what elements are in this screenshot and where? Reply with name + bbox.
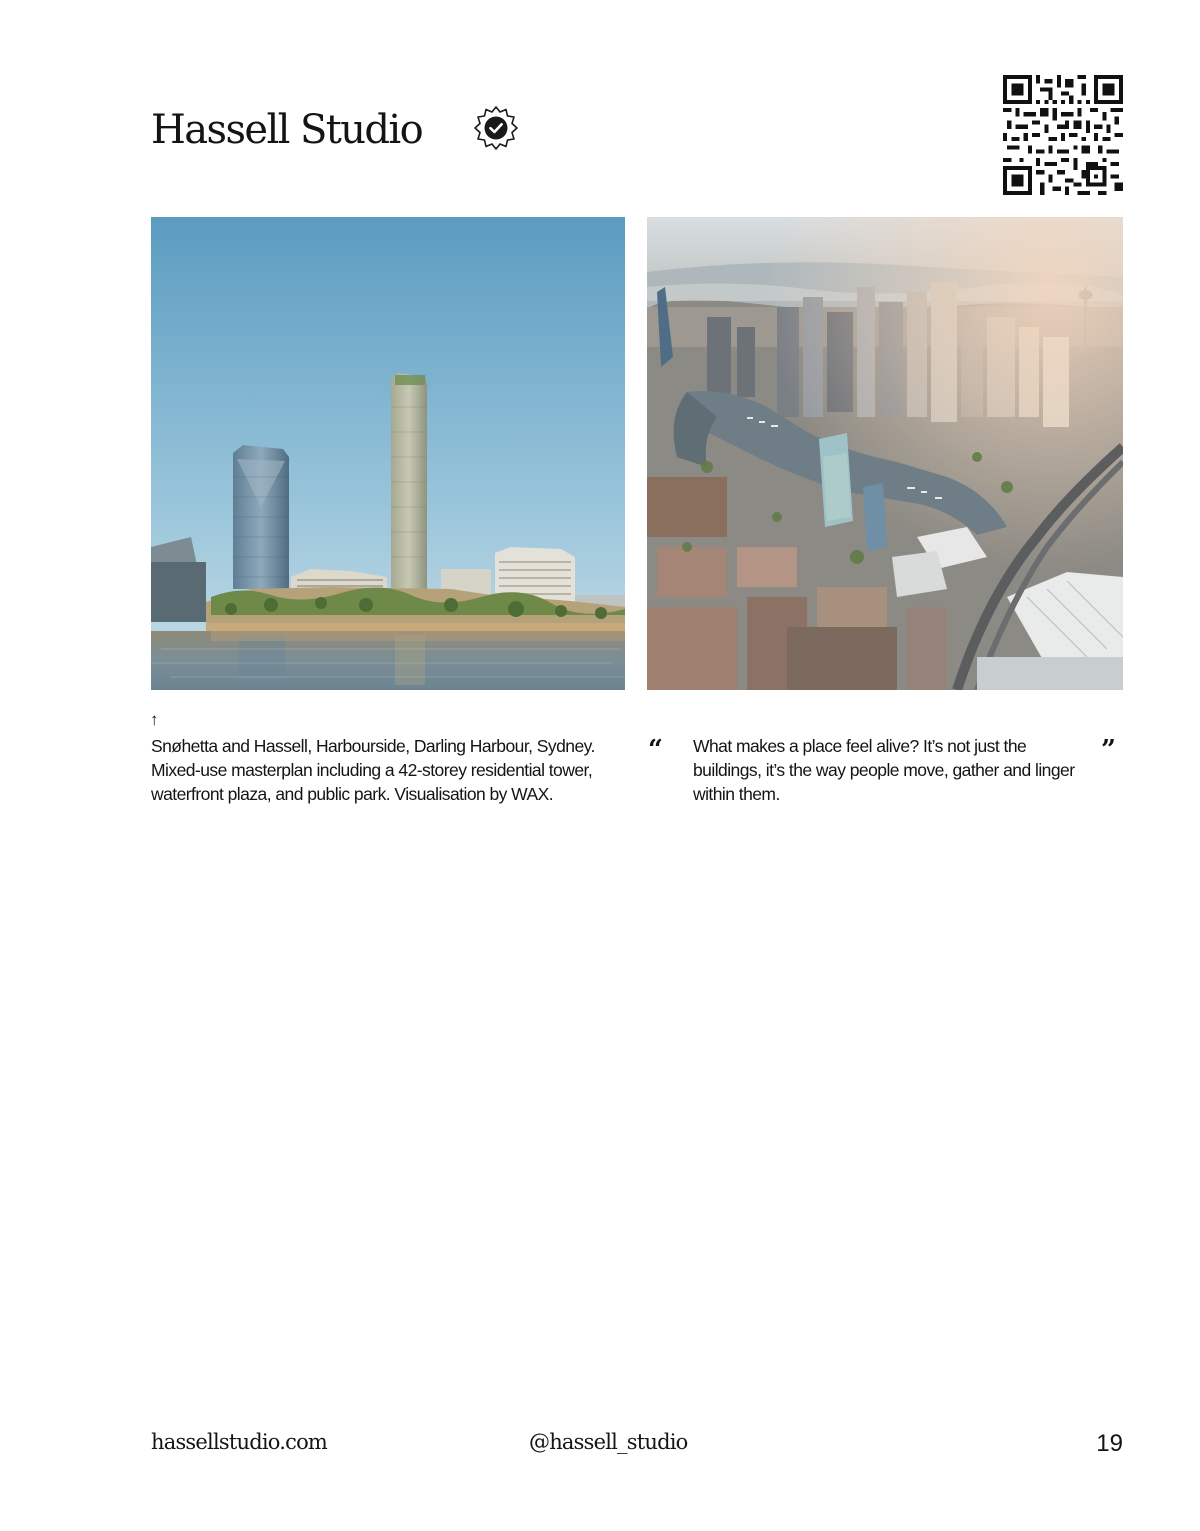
verified-check-icon: [472, 104, 520, 152]
image-caption: Snøhetta and Hassell, Harbourside, Darling Harbour, Sydney. Mixed-use masterplan including a 42-storey residential tower, waterfront plaza, and public park. Visualisation by WAX.: [151, 736, 595, 804]
harbourside-rendering-image: [151, 217, 625, 690]
page-number: 19: [1096, 1430, 1123, 1457]
footer-website-link[interactable]: hassellstudio.com: [151, 1430, 328, 1454]
footer-social-handle[interactable]: @hassell_studio: [529, 1430, 688, 1454]
up-arrow-icon: ↑: [150, 710, 159, 729]
brand-title: Hassell Studio: [151, 107, 423, 153]
pull-quote: What makes a place feel alive? It’s not just the buildings, it’s the way people move, gather and linger within them.: [693, 736, 1075, 804]
close-quote-icon: ”: [1101, 735, 1116, 765]
qr-code-icon[interactable]: [1003, 75, 1123, 195]
sydney-aerial-photo-image: [647, 217, 1123, 690]
open-quote-icon: “: [648, 735, 663, 765]
